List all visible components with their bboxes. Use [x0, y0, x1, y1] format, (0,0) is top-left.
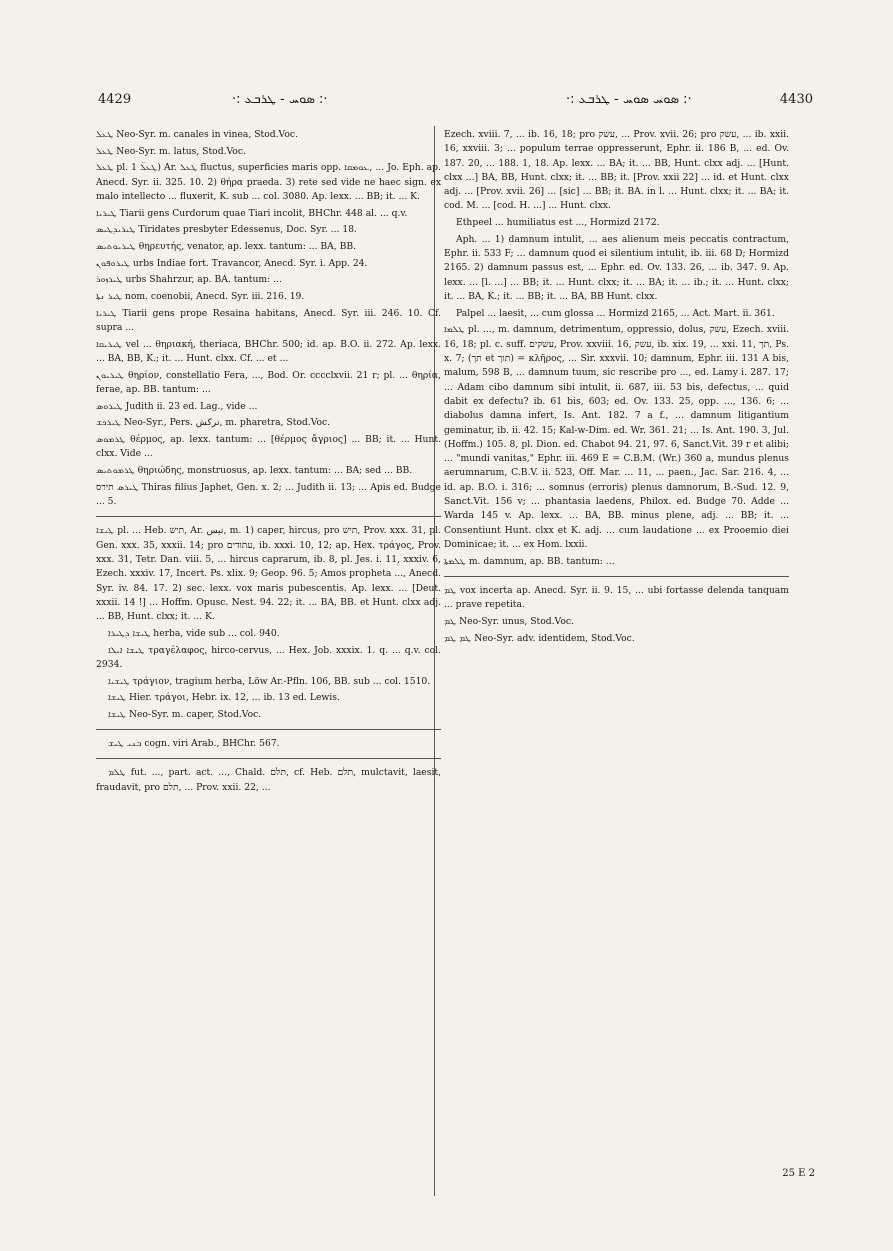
right-column: [444, 128, 789, 648]
entry: ܛܝܫܐ Neo-Syr. m. caper, Stod.Voc.: [108, 708, 262, 720]
entry: ܛܡ vox incerta ap. Anecd. Syr. ii. 9. 15, ... ubi fortasse delenda tanquam ... prave repetita.: [444, 584, 789, 611]
entry: ܛܝܫܐ ܕܛܝܪܐ herba, vide sub ... col. 940.: [108, 627, 280, 639]
entry: ܛܥܠ Neo-Syr. m. latus, Stod.Voc.: [96, 145, 246, 157]
section-rule: [96, 516, 441, 517]
entry: Ethpeel ... humiliatus est ..., Hormizd 2172.: [456, 217, 660, 229]
entry: ܛܝܪܝܘܢ θηρίον, constellatio Fera, ..., Bod. Or. cccclxvii. 21 r; pl. ... θηρία, ferae, ap. BB. tantum: ...: [96, 369, 441, 396]
section-rule: [444, 576, 789, 577]
running-head-right: ·: ܣܘܚ ܣܘܚ - ܛܪܒܥ :·: [566, 92, 692, 107]
entry: ܛܝܪܣ תירס Thiras filius Japhet, Gen. x. 2; ... Judith ii. 13; ... Apis ed. Budge ... 5.: [96, 481, 441, 508]
running-head-left: ·: ܣܘܚ - ܛܪܒܥ :·: [232, 92, 328, 107]
entry: ܛܝܪܝܩܐ vel ... θηριακή, theriaca, BHChr. 500; id. ap. B.O. ii. 272. Ap. lexx. ... BA, BB, K.; it. ... Hunt. clxx. Cf. ... et ...: [96, 338, 441, 365]
entry: ܛܝܫܐ pl. ... Heb. תיש, Ar. تيس, m. 1) caper, hircus, pro תיש, Prov. xxx. 31, pl. Gen. xxx. 35, xxxii. 14; pro עתודים, ib. xxxi. 10, 12; ap. Hex. τράγος, Prov. xxx. 31, Tetr. Dan. viii. 5, ... hircus caprarum, ib. 8, pl. Jes. i. 11, xxxiv. 6, Ezech. xxxiv. 17, Incert. Ps. xlix. 9; Geop. 96. 5; Amos propheta ..., Anecd. Syr. iv. 84. 17. 2) sec. lexx. vox maris pubescentis. Ap. lexx. ... [Deut. xxxii. 14 !] ... Hoffm. Opusc. Nest. 94. 22; it. ... BA, BB. et Hunt. clxx adj. ... BB, Hunt. clxx; it. ... K.: [96, 525, 442, 623]
entry: ܛܪܡܘܣ θέρμος, ap. lexx. tantum: ... [θέρμος ἄγριος] ... BB; it. ... Hunt. clxx. Vide ...: [96, 434, 441, 460]
entry: ܛܝܫܐ Hier. τράγοι, Hebr. ix. 12, ... ib. 13 ed. Lewis.: [108, 692, 340, 704]
entry: ܛܝܪܙܘܪ urbs Shahrzur, ap. BA. tantum: ...: [96, 274, 282, 286]
entry: ܛܠܡܐ pl. ..., m. damnum, detrimentum, oppressio, dolus, עשק, Ezech. xviii. 16, 18; pl. c. suff. עשקים, Prov. xxviii. 16, עשק, ib. xix. 19, ... xxi. 11, תך, Ps. x. 7; (תך et תוך) = κλῆρος, ... Sir. xxxvii. 10; damnum, Ephr. iii. 131 A bis, malum, 598 B, ... damnum tuum, sic rescribe pro ..., ed. Lamy i. 287. 17; ... Adam cibo damnum sibi intulit, ii. 687, iii. 53 bis, defectus, ... quid dabit ex defectu? ib. 61 bis, 603; ed. Ov. 133. 25, opp. ..., 136. 6; ... diabolus damna infert, Is. Ant. 182. 7 a f., ... damnum litigantium geminatur, ib. ii. 42. 15; Kal-w-Dim. ed. Wr. 361. 21; ... Is. Ant. 190. 3, Jul. (Hoffm.) 105. 8, pl. Dion. ed. Chabot 94. 21, 97. 6, Sanct.Vit. 39 r et alibi; ... "mundi vanitas," Ephr. iii. 469 E = C.B.M. (Wr.) 360 a, mundus plenus aerumnarum, C.B.V. ii. 523, Off. Mar. ... 11, ... paen., Jac. Sar. 216. 4, ... id. ap. B.O. i. 316; ... somnus (erroris) plenus damnorum, B.-Sud. 12. 9, Sanct.Vit. 156 v; ... phantasia laedens, Philox. ed. Budge 70. Adde ... Warda 145 v. Ap. lexx. ... BA, BB. minus plene, adj. ... BB; it. ... Consentiunt Hunt. clxx et K. adj. ... cum laudatione ... ex Prooemio diei Dominicae; it. ... ex Hom. lxxii.: [444, 324, 789, 550]
entry: Palpel ... laesit, ... cum glossa ... Hormizd 2165, ... Act. Mart. ii. 361.: [456, 307, 775, 319]
entry: ܛܝܪܟܫ Neo-Syr., Pers. ترکش, m. pharetra, Stod.Voc.: [96, 417, 331, 429]
entry: ܛܝܪܝܐ Tiarii gens Curdorum quae Tiari incolit, BHChr. 448 al. ... q.v.: [96, 207, 408, 219]
entry: ܛܝܪ ܢܬܐ nom. coenobii, Anecd. Syr. iii. 216. 19.: [96, 291, 305, 303]
entry: Ezech. xviii. 7, ... ib. 16, 18; pro עשק, ... Prov. xvii. 26; pro עשק, ... ib. xxii. 16, xxviii. 3; ... populum terrae oppresserunt, Ephr. ii. 186 B, ... ed. Ov. 187. 20, ... 188. 1, 18. Ap. lexx. ... BA; it. ... BB, Hunt. clxx adj. ... [Hunt. clxx ...] BA, BB, Hunt. clxx; it. ... BB; it. [Prov. xxii 22] ... id. et Hunt. clxx adj. ... [Prov. xvii. 26] ... [sic] ... BB; it. BA. in l. ... Hunt. clxx; it. ... BA; it. cod. M. ... [cod. H. ...] ... Hunt. clxx.: [444, 129, 789, 212]
page-number-left: 4429: [98, 92, 132, 107]
left-column: [96, 128, 441, 797]
entry: ܛܝܪܝܘܬܝܣ θηρευτής, venator, ap. lexx. tantum: ... BA, BB.: [96, 241, 357, 253]
entry: ܛܝܪܝܕܛܝܣ Tiridates presbyter Edessenus, Doc. Syr. ... 18.: [96, 224, 357, 236]
entry: ܛܠܡܬܐ m. damnum, ap. BB. tantum: ...: [444, 555, 615, 567]
section-rule: [96, 758, 441, 759]
signature-mark: 25 E 2: [782, 1168, 815, 1179]
entry: ܛܝܪܝܐ Tiarii gens prope Resaina habitans, Anecd. Syr. iii. 246. 10. Cf. supra ...: [96, 307, 441, 334]
entry: ܒܢܝ ܛܝܫ cogn. viri Arab., BHChr. 567.: [108, 738, 280, 750]
entry: ܛܠܡ fut. ..., part. act. ..., Chald. תלם, cf. Heb. תלם, mulctavit, laesit, fraudavit, pro תלם, ... Prov. xxii. 22, ...: [96, 767, 441, 793]
page-number-right: 4430: [779, 92, 813, 107]
entry: ܛܡ ܛܡ Neo-Syr. adv. identidem, Stod.Voc.: [444, 632, 635, 644]
section-rule: [96, 729, 441, 730]
entry: ܛܡ Neo-Syr. unus, Stod.Voc.: [444, 615, 574, 627]
entry: ܛܝܫܐ ܐܝܠܐ τραγέλαφος, hirco-cervus, ... Hex. Job. xxxix. 1. q. ... q.v. col. 2934.: [96, 644, 441, 670]
entry: ܛܪܡܘܬܝܣ θηριώδης, monstruosus, ap. lexx. tantum: ... BA; sed ... BB.: [96, 465, 413, 477]
entry: ܛܝܪܘܦܘܢ urbs Indiae fort. Travancor, Anecd. Syr. i. App. 24.: [96, 257, 368, 269]
entry: ܛܝܫܝܐ τράγιον, tragium herba, Löw Ar.-Pfln. 106, BB. sub ... col. 1510.: [108, 675, 431, 687]
entry: ܛܝܪܘܣ Judith ii. 23 ed. Lag., vide ...: [96, 400, 258, 412]
entry: Aph. ... 1) damnum intulit, ... aes alienum meis peccatis contractum, Ephr. ii. 533 F; ... damnum quod ei silentium intulit, ib. iii. 68 D; Hormizd 2165. 2) damnum passus est, ... Ephr. ed. Ov. 133. 26, ... ib. 347. 9. Ap. lexx. ... [l. ...] ... BB; it. ... Hunt. clxx; it. ... BA; it. ... ib.; it. ... Hunt. clxx; it. ... BA, K.; it. ... BB; it. ... BA, BB Hunt. clxx.: [444, 233, 789, 303]
entry: ܛܥܠ Neo-Syr. m. canales in vinea, Stod.Voc.: [96, 129, 298, 140]
entry: ܛܥܠ pl. ܛܥܠ̈ 1) Ar. ܛܥܠ fluctus, superficies maris opp. ܥܘܡܩܐ, ... Jo. Eph. ap. Anecd. Syr. ii. 325. 10. 2) θήρα praeda. 3) rete sed vide ne haec sign. ex malo intellecto ... fluxerit, K. sub ... col. 3080. Ap. lexx. ... BB; it. ... K.: [96, 162, 441, 202]
